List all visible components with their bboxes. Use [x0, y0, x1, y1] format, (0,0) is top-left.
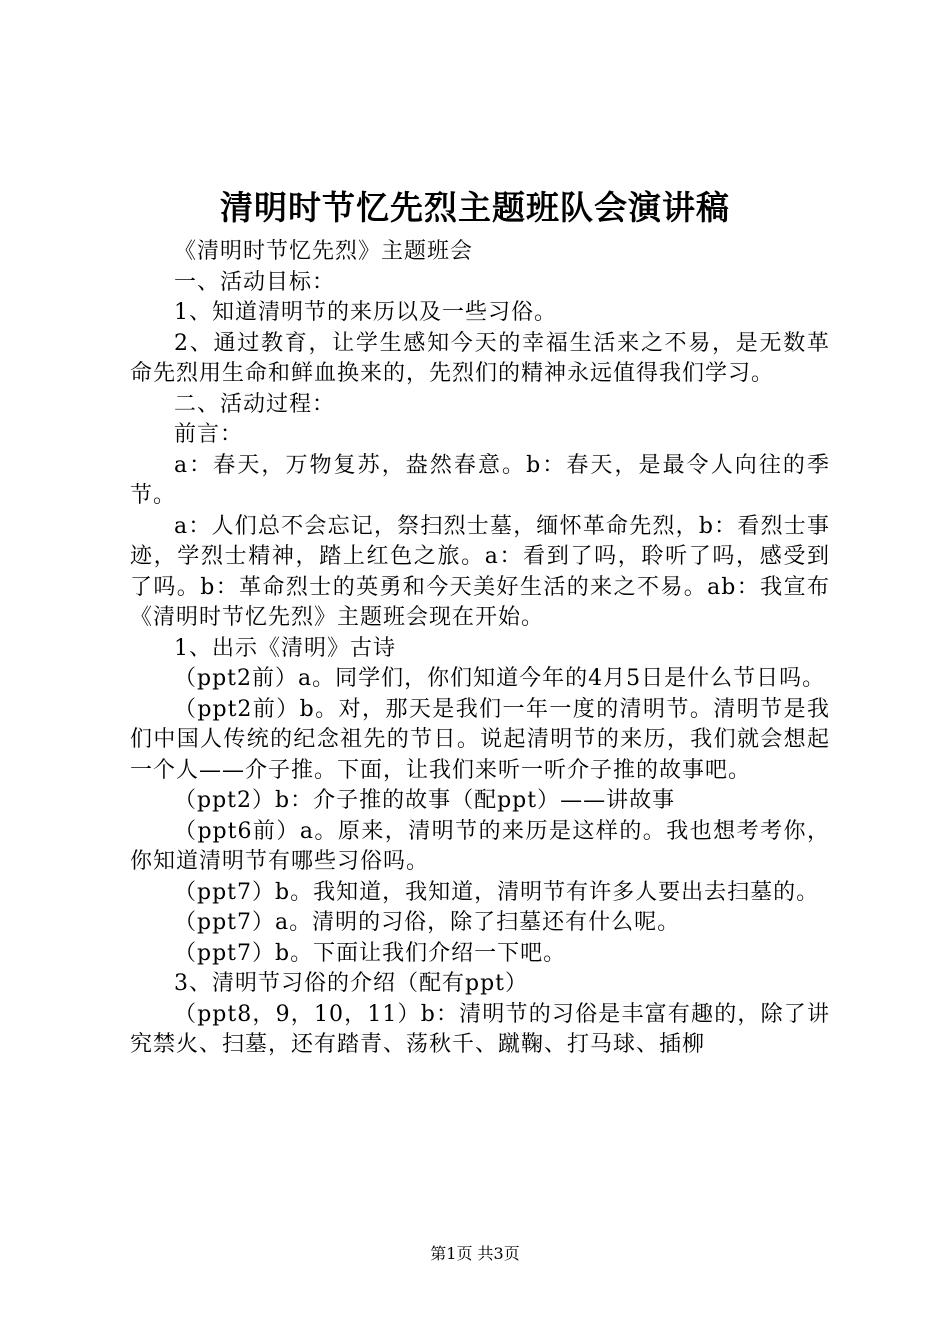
paragraph: 《清明时节忆先烈》主题班会	[174, 239, 474, 264]
paragraph: 一、活动目标：	[174, 269, 336, 295]
paragraph: 二、活动过程：	[174, 391, 336, 417]
paragraph: （ppt2前）b。对，那天是我们一年一度的清明节。清明节是我们中国人传统的纪念祖先的节日。说起清明节的来历，我们就会想起一个人——介子推。下面，让我们来听一听介子推的故事吧。	[130, 696, 830, 783]
paragraph: 前言：	[174, 422, 244, 447]
paragraph: （ppt7）a。清明的习俗，除了扫墓还有什么呢。	[174, 910, 681, 935]
paragraph: （ppt2）b：介子推的故事（配ppt）——讲故事	[174, 788, 676, 813]
paragraph: （ppt2前）a。同学们，你们知道今年的4月5日是什么节日吗。	[174, 666, 826, 691]
paragraph: （ppt7）b。我知道，我知道，清明节有许多人要出去扫墓的。	[174, 879, 820, 905]
paragraph: a：春天，万物复苏，盎然春意。b：春天，是最令人向往的季节。	[130, 452, 830, 508]
paragraph: （ppt7）b。下面让我们介绍一下吧。	[174, 940, 567, 966]
paragraph: 3、清明节习俗的介绍（配有ppt）	[174, 971, 529, 996]
paragraph: （ppt6前）a。原来，清明节的来历是这样的。我也想考考你，你知道清明节有哪些习俗吗。	[130, 818, 830, 874]
document-body	[130, 237, 830, 1061]
paragraph: a：人们总不会忘记，祭扫烈士墓，缅怀革命先烈，b：看烈士事迹，学烈士精神，踏上红色之旅。a：看到了吗，聆听了吗，感受到了吗。b：革命烈士的英勇和今天美好生活的来之不易。ab：我宣布《清明时节忆先烈》主题班会现在开始。	[130, 513, 830, 630]
document-title: 清明时节忆先烈主题班队会演讲稿	[220, 188, 730, 227]
paragraph: （ppt8，9，10，11）b：清明节的习俗是丰富有趣的，除了讲究禁火、扫墓，还有踏青、荡秋千、蹴鞠、打马球、插柳	[130, 1001, 830, 1057]
page-number-footer: 第1页 共3页	[430, 1244, 520, 1263]
paragraph: 2、通过教育，让学生感知今天的幸福生活来之不易，是无数革命先烈用生命和鲜血换来的，先烈们的精神永远值得我们学习。	[130, 330, 830, 386]
paragraph: 1、知道清明节的来历以及一些习俗。	[174, 300, 557, 325]
paragraph: 1、出示《清明》古诗	[174, 635, 396, 661]
